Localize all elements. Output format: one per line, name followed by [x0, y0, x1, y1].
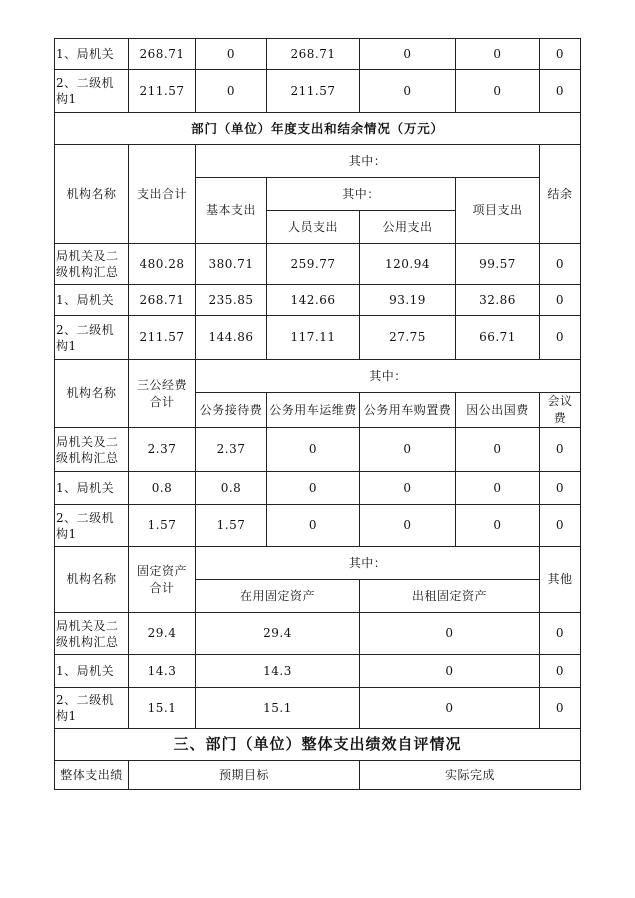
value-cell: 2.37 — [129, 428, 196, 472]
value-cell: 480.28 — [129, 244, 196, 285]
value-cell: 99.57 — [456, 244, 540, 285]
value-cell: 0 — [360, 505, 456, 547]
org-name-cell: 局机关及二级机构汇总 — [55, 428, 129, 472]
value-cell: 0 — [540, 505, 581, 547]
header-org-name: 机构名称 — [55, 145, 129, 244]
value-cell: 1.57 — [196, 505, 267, 547]
table-row — [55, 244, 581, 285]
header-actual-completion: 实际完成 — [360, 761, 581, 790]
org-name-cell: 2、二级机构1 — [55, 505, 129, 547]
header-public-expense: 公用支出 — [360, 211, 456, 244]
value-cell: 211.57 — [129, 70, 196, 113]
value-cell: 144.86 — [196, 316, 267, 360]
org-name-cell: 2、二级机构1 — [55, 70, 129, 113]
header-org-name: 机构名称 — [55, 360, 129, 428]
value-cell: 0 — [540, 244, 581, 285]
value-cell: 0 — [456, 472, 540, 505]
value-cell: 15.1 — [196, 688, 360, 729]
org-name-cell: 局机关及二级机构汇总 — [55, 613, 129, 655]
header-of-which: 其中： — [196, 145, 540, 178]
table-row — [55, 472, 581, 505]
header-vehicle-operation-fee: 公务用车运维费 — [267, 393, 360, 428]
value-cell: 32.86 — [456, 285, 540, 316]
value-cell: 93.19 — [360, 285, 456, 316]
value-cell: 0 — [360, 688, 540, 729]
value-cell: 0 — [540, 316, 581, 360]
value-cell: 29.4 — [196, 613, 360, 655]
value-cell: 211.57 — [129, 316, 196, 360]
value-cell: 0 — [360, 613, 540, 655]
header-overall-performance: 整体支出绩 — [55, 761, 129, 790]
value-cell: 0 — [540, 613, 581, 655]
value-cell: 0 — [456, 39, 540, 70]
value-cell: 235.85 — [196, 285, 267, 316]
org-name-cell: 1、局机关 — [55, 285, 129, 316]
header-abroad-fee: 因公出国费 — [456, 393, 540, 428]
header-in-use-assets: 在用固定资产 — [196, 580, 360, 613]
value-cell: 268.71 — [129, 285, 196, 316]
header-sangong-total: 三公经费合计 — [129, 360, 196, 428]
value-cell: 0.8 — [129, 472, 196, 505]
value-cell: 380.71 — [196, 244, 267, 285]
table-row — [55, 39, 581, 70]
value-cell: 15.1 — [129, 688, 196, 729]
value-cell: 29.4 — [129, 613, 196, 655]
header-vehicle-purchase-fee: 公务用车购置费 — [360, 393, 456, 428]
value-cell: 0 — [540, 428, 581, 472]
value-cell: 0 — [360, 472, 456, 505]
org-name-cell: 1、局机关 — [55, 472, 129, 505]
value-cell: 0 — [360, 39, 456, 70]
value-cell: 268.71 — [129, 39, 196, 70]
value-cell: 0 — [540, 655, 581, 688]
value-cell: 211.57 — [267, 70, 360, 113]
header-of-which: 其中： — [196, 360, 581, 393]
header-org-name: 机构名称 — [55, 547, 129, 613]
value-cell: 0 — [360, 70, 456, 113]
table-row — [55, 70, 581, 113]
section-3-title: 三、部门（单位）整体支出绩效自评情况 — [55, 729, 581, 761]
table-row — [55, 285, 581, 316]
value-cell: 66.71 — [456, 316, 540, 360]
value-cell: 268.71 — [267, 39, 360, 70]
header-project-expense: 项目支出 — [456, 178, 540, 244]
header-fixed-assets-total: 固定资产合计 — [129, 547, 196, 613]
table-row — [55, 655, 581, 688]
header-total-expense: 支出合计 — [129, 145, 196, 244]
value-cell: 0 — [540, 70, 581, 113]
table-row — [55, 316, 581, 360]
org-name-cell: 2、二级机构1 — [55, 688, 129, 729]
table-row — [55, 613, 581, 655]
value-cell: 120.94 — [360, 244, 456, 285]
value-cell: 0 — [456, 70, 540, 113]
header-of-which-sub: 其中： — [267, 178, 456, 211]
org-name-cell: 1、局机关 — [55, 39, 129, 70]
header-rented-assets: 出租固定资产 — [360, 580, 540, 613]
value-cell: 0 — [540, 39, 581, 70]
value-cell: 14.3 — [196, 655, 360, 688]
org-name-cell: 局机关及二级机构汇总 — [55, 244, 129, 285]
header-balance: 结余 — [540, 145, 581, 244]
value-cell: 0 — [196, 70, 267, 113]
header-personnel-expense: 人员支出 — [267, 211, 360, 244]
budget-table — [54, 38, 581, 790]
value-cell: 0 — [540, 285, 581, 316]
value-cell: 0.8 — [196, 472, 267, 505]
value-cell: 0 — [456, 505, 540, 547]
org-name-cell: 2、二级机构1 — [55, 316, 129, 360]
value-cell: 0 — [267, 505, 360, 547]
header-of-which: 其中： — [196, 547, 540, 580]
value-cell: 2.37 — [196, 428, 267, 472]
header-other: 其他 — [540, 547, 581, 613]
header-expected-target: 预期目标 — [129, 761, 360, 790]
value-cell: 0 — [360, 428, 456, 472]
value-cell: 1.57 — [129, 505, 196, 547]
value-cell: 0 — [267, 428, 360, 472]
value-cell: 0 — [196, 39, 267, 70]
value-cell: 259.77 — [267, 244, 360, 285]
value-cell: 0 — [540, 688, 581, 729]
value-cell: 0 — [456, 428, 540, 472]
value-cell: 117.11 — [267, 316, 360, 360]
value-cell: 0 — [267, 472, 360, 505]
value-cell: 14.3 — [129, 655, 196, 688]
expense-section-title: 部门（单位）年度支出和结余情况（万元） — [55, 113, 581, 145]
table-row — [55, 688, 581, 729]
value-cell: 0 — [540, 472, 581, 505]
header-reception-fee: 公务接待费 — [196, 393, 267, 428]
header-basic-expense: 基本支出 — [196, 178, 267, 244]
header-meeting-fee: 会议费 — [540, 393, 581, 428]
value-cell: 27.75 — [360, 316, 456, 360]
value-cell: 0 — [360, 655, 540, 688]
table-row — [55, 428, 581, 472]
org-name-cell: 1、局机关 — [55, 655, 129, 688]
table-row — [55, 505, 581, 547]
value-cell: 142.66 — [267, 285, 360, 316]
